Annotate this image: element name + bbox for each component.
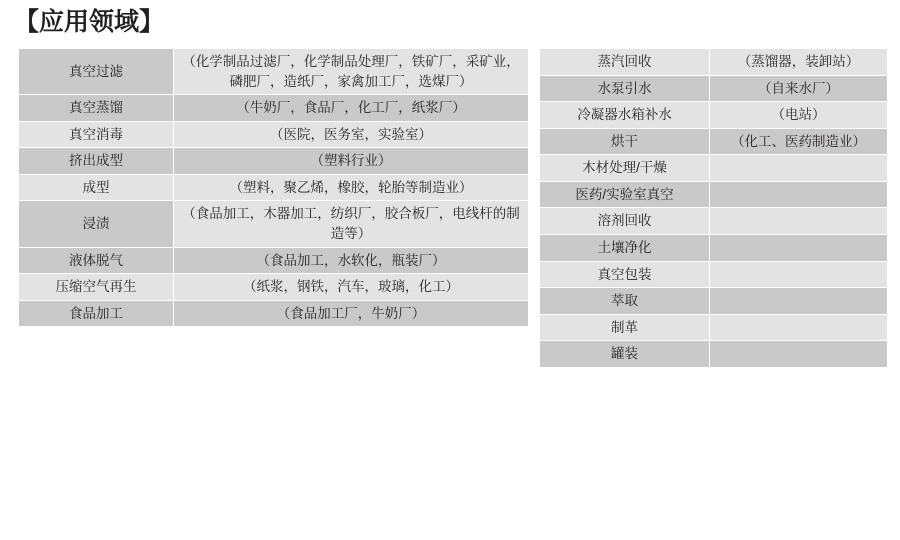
- table-row: [540, 181, 888, 208]
- apps-cell: （食品加工厂，牛奶厂）: [174, 300, 529, 327]
- field-cell: 真空蒸馏: [19, 95, 174, 122]
- field-cell: 液体脱气: [19, 247, 174, 274]
- table-row: [540, 75, 888, 102]
- field-cell: 木材处理/干燥: [540, 155, 710, 182]
- table-row: [19, 274, 529, 301]
- table-row: [540, 234, 888, 261]
- apps-cell: [710, 155, 888, 182]
- application-fields-tables: [18, 48, 886, 368]
- field-cell: 罐装: [540, 341, 710, 368]
- field-cell: 烘干: [540, 128, 710, 155]
- table-row: [19, 121, 529, 148]
- apps-cell: [710, 261, 888, 288]
- field-cell: 萃取: [540, 288, 710, 315]
- table-row: [19, 201, 529, 247]
- apps-cell: （化学制品过滤厂，化学制品处理厂，铁矿厂，采矿业，磷肥厂，造纸厂，家禽加工厂，选煤厂）: [174, 49, 529, 95]
- field-cell: 制革: [540, 314, 710, 341]
- apps-cell: （牛奶厂，食品厂，化工厂，纸浆厂）: [174, 95, 529, 122]
- apps-cell: （电站）: [710, 102, 888, 129]
- apps-cell: [710, 288, 888, 315]
- field-cell: 真空包装: [540, 261, 710, 288]
- table-row: [540, 155, 888, 182]
- field-cell: 真空消毒: [19, 121, 174, 148]
- apps-cell: （食品加工，水软化，瓶装厂）: [174, 247, 529, 274]
- table-row: [540, 128, 888, 155]
- field-cell: 浸渍: [19, 201, 174, 247]
- field-cell: 压缩空气再生: [19, 274, 174, 301]
- table-row: [19, 95, 529, 122]
- field-cell: 医药/实验室真空: [540, 181, 710, 208]
- field-cell: 溶剂回收: [540, 208, 710, 235]
- left-application-table: [18, 48, 529, 327]
- table-row: [540, 49, 888, 76]
- apps-cell: （蒸馏器，装卸站）: [710, 49, 888, 76]
- apps-cell: [710, 314, 888, 341]
- apps-cell: [710, 234, 888, 261]
- field-cell: 水泵引水: [540, 75, 710, 102]
- table-row: [540, 102, 888, 129]
- field-cell: 成型: [19, 174, 174, 201]
- apps-cell: [710, 181, 888, 208]
- field-cell: 土壤净化: [540, 234, 710, 261]
- field-cell: 真空过滤: [19, 49, 174, 95]
- table-row: [540, 314, 888, 341]
- apps-cell: （医院，医务室，实验室）: [174, 121, 529, 148]
- table-row: [540, 288, 888, 315]
- table-row: [19, 300, 529, 327]
- field-cell: 食品加工: [19, 300, 174, 327]
- apps-cell: （食品加工，木器加工，纺织厂，胶合板厂，电线杆的制造等）: [174, 201, 529, 247]
- field-cell: 挤出成型: [19, 148, 174, 175]
- apps-cell: （自来水厂）: [710, 75, 888, 102]
- field-cell: 冷凝器水箱补水: [540, 102, 710, 129]
- table-row: [19, 247, 529, 274]
- apps-cell: [710, 208, 888, 235]
- table-row: [19, 174, 529, 201]
- table-row: [540, 261, 888, 288]
- page-title: 【应用领域】: [14, 8, 165, 36]
- field-cell: 蒸汽回收: [540, 49, 710, 76]
- apps-cell: （纸浆，钢铁，汽车，玻璃，化工）: [174, 274, 529, 301]
- right-application-table: [539, 48, 888, 368]
- table-row: [540, 341, 888, 368]
- apps-cell: [710, 341, 888, 368]
- table-row: [19, 49, 529, 95]
- apps-cell: （化工、医药制造业）: [710, 128, 888, 155]
- table-row: [19, 148, 529, 175]
- apps-cell: （塑料，聚乙烯，橡胶，轮胎等制造业）: [174, 174, 529, 201]
- table-row: [540, 208, 888, 235]
- apps-cell: （塑料行业）: [174, 148, 529, 175]
